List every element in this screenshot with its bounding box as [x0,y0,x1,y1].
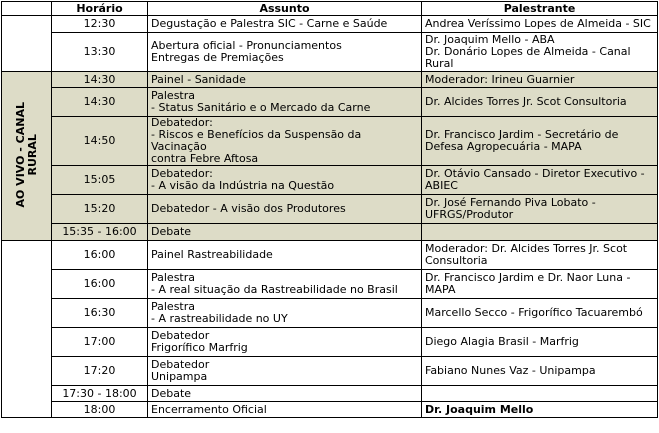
row-subject: Palestra - Status Sanitário e o Mercado da Carne [151,89,371,114]
row-subject: Debatedor Frigorífico Marfrig [151,329,248,354]
row-time: 15:20 [52,195,148,224]
row-subject: Degustação e Palestra SIC - Carne e Saúde [148,16,422,33]
table-row [2,33,658,72]
side-label: AO VIVO - CANAL RURAL [13,101,39,208]
row-speaker: Diego Alagia Brasil - Marfrig [422,328,658,357]
row-speaker [422,386,658,402]
row-speaker: Dr. Otávio Cansado - Diretor Executivo - ABIEC [425,167,645,192]
row-subject: Abertura oficial - Pronunciamentos Entregas de Premiações [151,39,342,64]
row-subject: Debate [148,386,422,402]
row-subject: Debatedor - A visão dos Produtores [148,195,422,224]
row-speaker: Andrea Veríssimo Lopes de Almeida - SIC [422,16,658,33]
row-subject: Debate [148,224,422,241]
table-row [2,195,658,224]
schedule-table [1,1,658,418]
side-blank-bottom [2,241,52,418]
table-row [2,357,658,386]
row-subject: Palestra - A real situação da Rastreabilidade no Brasil [151,271,398,296]
table-row [2,386,658,402]
table-row [2,16,658,33]
side-blank-top [2,16,52,72]
side-label-cell [2,72,52,241]
row-time: 16:00 [52,270,148,299]
row-subject: Debatedor: - A visão da Indústria na Questão [151,167,335,192]
header-palestrante: Palestrante [422,2,658,16]
row-time: 14:50 [52,117,148,166]
table-row [2,270,658,299]
header-blank [2,2,52,16]
row-time: 12:30 [52,16,148,33]
table-row [2,72,658,88]
row-speaker: Dr. José Fernando Piva Lobato - UFRGS/Produtor [425,196,596,221]
row-speaker: Dr. Joaquim Mello [422,402,658,418]
row-speaker [422,224,658,241]
table-row [2,117,658,166]
table-row [2,166,658,195]
row-time: 15:35 - 16:00 [52,224,148,241]
row-speaker: Marcello Secco - Frigorífico Tacuarembó [422,299,658,328]
row-time: 17:20 [52,357,148,386]
row-time: 16:30 [52,299,148,328]
row-speaker: Dr. Alcides Torres Jr. Scot Consultoria [422,88,658,117]
header-row [2,2,658,16]
row-speaker: Moderador: Dr. Alcides Torres Jr. Scot Consultoria [425,242,628,267]
row-time: 14:30 [52,72,148,88]
row-speaker: Dr. Francisco Jardim e Dr. Naor Luna - MAPA [425,271,631,296]
row-subject: Debatedor Unipampa [151,358,210,383]
row-speaker: Moderador: Irineu Guarnier [422,72,658,88]
row-subject: Painel Rastreabilidade [148,241,422,270]
row-subject: Painel - Sanidade [148,72,422,88]
row-speaker: Dr. Francisco Jardim - Secretário de Defesa Agropecuária - MAPA [425,128,619,153]
header-assunto: Assunto [148,2,422,16]
row-time: 14:30 [52,88,148,117]
table-row [2,328,658,357]
row-subject: Palestra - A rastreabilidade no UY [151,300,288,325]
table-row [2,88,658,117]
table-row [2,402,658,418]
row-time: 17:00 [52,328,148,357]
table-row [2,299,658,328]
row-time: 17:30 - 18:00 [52,386,148,402]
row-time: 18:00 [52,402,148,418]
row-subject: Encerramento Oficial [148,402,422,418]
row-time: 13:30 [52,33,148,72]
row-time: 15:05 [52,166,148,195]
table-row [2,224,658,241]
header-horario: Horário [52,2,148,16]
row-subject: Debatedor: - Riscos e Benefícios da Suspensão da Vacinação contra Febre Aftosa [151,116,362,165]
row-time: 16:00 [52,241,148,270]
table-row [2,241,658,270]
row-speaker: Fabiano Nunes Vaz - Unipampa [422,357,658,386]
row-speaker: Dr. Joaquim Mello - ABA Dr. Donário Lopes de Almeida - Canal Rural [425,33,631,70]
